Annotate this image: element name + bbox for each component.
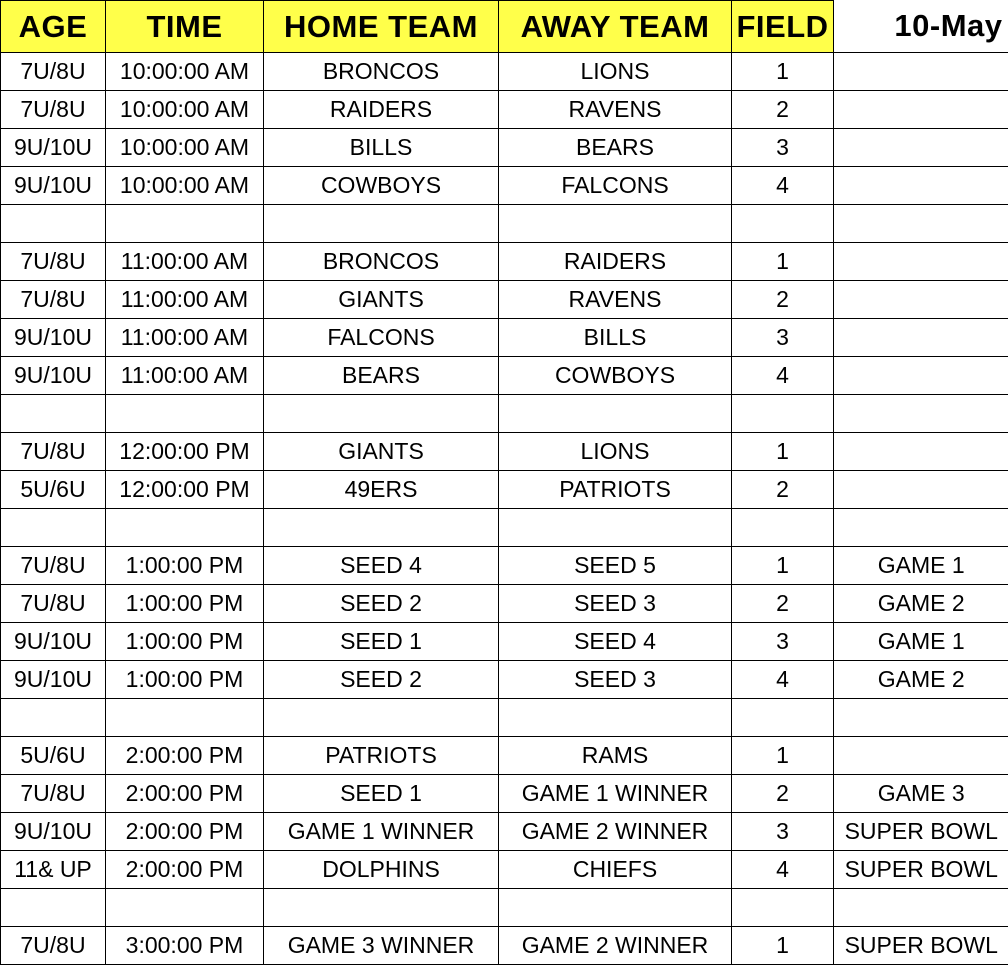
table-row xyxy=(1,813,1008,851)
note-cell[interactable]: GAME 3 xyxy=(834,775,1008,813)
time-cell[interactable]: 1:00:00 PM xyxy=(106,661,264,699)
table-row xyxy=(1,927,1008,965)
field-cell[interactable]: 3 xyxy=(732,813,834,851)
note-cell[interactable]: GAME 2 xyxy=(834,661,1008,699)
away-team-cell[interactable]: RAIDERS xyxy=(499,243,732,281)
home-team-cell[interactable]: SEED 2 xyxy=(264,585,499,623)
away-team-cell[interactable]: SEED 3 xyxy=(499,585,732,623)
time-cell[interactable]: 10:00:00 AM xyxy=(106,129,264,167)
home-team-cell[interactable]: FALCONS xyxy=(264,319,499,357)
note-cell[interactable] xyxy=(834,433,1008,471)
away-team-cell[interactable]: RAMS xyxy=(499,737,732,775)
away-team-cell[interactable]: GAME 2 WINNER xyxy=(499,927,732,965)
table-row xyxy=(1,737,1008,775)
table-row xyxy=(1,53,1008,91)
time-cell[interactable] xyxy=(106,699,264,737)
away-team-cell[interactable]: LIONS xyxy=(499,433,732,471)
table-row xyxy=(1,243,1008,281)
spacer-row xyxy=(1,889,1008,927)
home-team-cell[interactable]: COWBOYS xyxy=(264,167,499,205)
table-row xyxy=(1,471,1008,509)
note-cell[interactable] xyxy=(834,129,1008,167)
time-cell[interactable] xyxy=(106,395,264,433)
age-cell[interactable]: 9U/10U xyxy=(1,813,106,851)
field-cell[interactable]: 3 xyxy=(732,623,834,661)
age-cell[interactable] xyxy=(1,889,106,927)
home-team-cell[interactable]: GIANTS xyxy=(264,433,499,471)
age-cell[interactable]: 7U/8U xyxy=(1,547,106,585)
header-age[interactable]: AGE xyxy=(1,1,106,53)
age-cell[interactable]: 7U/8U xyxy=(1,585,106,623)
field-cell[interactable] xyxy=(732,205,834,243)
home-team-cell[interactable]: GIANTS xyxy=(264,281,499,319)
time-cell[interactable] xyxy=(106,205,264,243)
note-cell[interactable] xyxy=(834,471,1008,509)
away-team-cell[interactable] xyxy=(499,395,732,433)
age-cell[interactable]: 9U/10U xyxy=(1,623,106,661)
away-team-cell[interactable] xyxy=(499,205,732,243)
field-cell[interactable]: 1 xyxy=(732,737,834,775)
home-team-cell[interactable] xyxy=(264,889,499,927)
time-cell[interactable]: 11:00:00 AM xyxy=(106,281,264,319)
home-team-cell[interactable] xyxy=(264,509,499,547)
away-team-cell[interactable]: GAME 1 WINNER xyxy=(499,775,732,813)
home-team-cell[interactable]: BEARS xyxy=(264,357,499,395)
home-team-cell[interactable]: SEED 1 xyxy=(264,623,499,661)
home-team-cell[interactable]: BRONCOS xyxy=(264,53,499,91)
note-cell[interactable] xyxy=(834,281,1008,319)
time-cell[interactable] xyxy=(106,509,264,547)
age-cell[interactable]: 5U/6U xyxy=(1,471,106,509)
table-row xyxy=(1,851,1008,889)
note-cell[interactable] xyxy=(834,91,1008,129)
header-away-team[interactable]: AWAY TEAM xyxy=(499,1,732,53)
home-team-cell[interactable]: BRONCOS xyxy=(264,243,499,281)
age-cell[interactable] xyxy=(1,205,106,243)
field-cell[interactable]: 2 xyxy=(732,281,834,319)
home-team-cell[interactable]: PATRIOTS xyxy=(264,737,499,775)
table-row xyxy=(1,281,1008,319)
spacer-row xyxy=(1,395,1008,433)
age-cell[interactable]: 9U/10U xyxy=(1,357,106,395)
age-cell[interactable] xyxy=(1,395,106,433)
time-cell[interactable]: 10:00:00 AM xyxy=(106,91,264,129)
table-row xyxy=(1,433,1008,471)
age-cell[interactable]: 9U/10U xyxy=(1,167,106,205)
field-cell[interactable]: 2 xyxy=(732,775,834,813)
table-row xyxy=(1,661,1008,699)
header-time[interactable]: TIME xyxy=(106,1,264,53)
home-team-cell[interactable]: SEED 2 xyxy=(264,661,499,699)
away-team-cell[interactable]: LIONS xyxy=(499,53,732,91)
header-row xyxy=(1,1,1008,53)
age-cell[interactable]: 7U/8U xyxy=(1,775,106,813)
note-cell[interactable]: GAME 1 xyxy=(834,623,1008,661)
field-cell[interactable]: 2 xyxy=(732,585,834,623)
away-team-cell[interactable]: COWBOYS xyxy=(499,357,732,395)
away-team-cell[interactable] xyxy=(499,509,732,547)
time-cell[interactable]: 1:00:00 PM xyxy=(106,623,264,661)
away-team-cell[interactable]: SEED 3 xyxy=(499,661,732,699)
field-cell[interactable]: 1 xyxy=(732,927,834,965)
age-cell[interactable]: 7U/8U xyxy=(1,243,106,281)
time-cell[interactable]: 10:00:00 AM xyxy=(106,53,264,91)
away-team-cell[interactable]: SEED 4 xyxy=(499,623,732,661)
field-cell[interactable]: 2 xyxy=(732,471,834,509)
age-cell[interactable]: 7U/8U xyxy=(1,433,106,471)
away-team-cell[interactable]: BILLS xyxy=(499,319,732,357)
home-team-cell[interactable] xyxy=(264,699,499,737)
age-cell[interactable]: 7U/8U xyxy=(1,927,106,965)
age-cell[interactable]: 5U/6U xyxy=(1,737,106,775)
away-team-cell[interactable] xyxy=(499,889,732,927)
field-cell[interactable]: 4 xyxy=(732,661,834,699)
time-cell[interactable]: 12:00:00 PM xyxy=(106,471,264,509)
time-cell[interactable]: 3:00:00 PM xyxy=(106,927,264,965)
field-cell[interactable] xyxy=(732,395,834,433)
field-cell[interactable]: 3 xyxy=(732,319,834,357)
time-cell[interactable]: 11:00:00 AM xyxy=(106,243,264,281)
table-row xyxy=(1,167,1008,205)
note-cell[interactable] xyxy=(834,167,1008,205)
header-home-team[interactable]: HOME TEAM xyxy=(264,1,499,53)
spacer-row xyxy=(1,205,1008,243)
home-team-cell[interactable] xyxy=(264,205,499,243)
note-cell[interactable]: SUPER BOWL xyxy=(834,851,1008,889)
note-cell[interactable]: GAME 1 xyxy=(834,547,1008,585)
home-team-cell[interactable]: GAME 1 WINNER xyxy=(264,813,499,851)
field-cell[interactable]: 4 xyxy=(732,851,834,889)
table-row xyxy=(1,585,1008,623)
field-cell[interactable]: 1 xyxy=(732,547,834,585)
note-cell[interactable] xyxy=(834,319,1008,357)
age-cell[interactable] xyxy=(1,699,106,737)
spacer-row xyxy=(1,699,1008,737)
note-cell[interactable]: SUPER BOWL xyxy=(834,813,1008,851)
home-team-cell[interactable] xyxy=(264,395,499,433)
away-team-cell[interactable]: BEARS xyxy=(499,129,732,167)
time-cell[interactable]: 2:00:00 PM xyxy=(106,737,264,775)
field-cell[interactable]: 3 xyxy=(732,129,834,167)
table-row xyxy=(1,623,1008,661)
field-cell[interactable]: 4 xyxy=(732,167,834,205)
age-cell[interactable]: 7U/8U xyxy=(1,281,106,319)
time-cell[interactable]: 2:00:00 PM xyxy=(106,851,264,889)
note-cell[interactable]: GAME 2 xyxy=(834,585,1008,623)
time-cell[interactable]: 2:00:00 PM xyxy=(106,775,264,813)
field-cell[interactable] xyxy=(732,699,834,737)
time-cell[interactable]: 12:00:00 PM xyxy=(106,433,264,471)
spacer-row xyxy=(1,509,1008,547)
field-cell[interactable]: 1 xyxy=(732,53,834,91)
table-row xyxy=(1,91,1008,129)
time-cell[interactable]: 11:00:00 AM xyxy=(106,319,264,357)
time-cell[interactable]: 1:00:00 PM xyxy=(106,547,264,585)
note-cell[interactable] xyxy=(834,243,1008,281)
note-cell[interactable] xyxy=(834,395,1008,433)
note-cell[interactable] xyxy=(834,53,1008,91)
field-cell[interactable] xyxy=(732,509,834,547)
away-team-cell[interactable] xyxy=(499,699,732,737)
home-team-cell[interactable]: RAIDERS xyxy=(264,91,499,129)
note-cell[interactable] xyxy=(834,509,1008,547)
away-team-cell[interactable]: GAME 2 WINNER xyxy=(499,813,732,851)
note-cell[interactable] xyxy=(834,699,1008,737)
field-cell[interactable]: 4 xyxy=(732,357,834,395)
home-team-cell[interactable]: SEED 4 xyxy=(264,547,499,585)
note-cell[interactable]: SUPER BOWL xyxy=(834,927,1008,965)
field-cell[interactable]: 1 xyxy=(732,433,834,471)
table-row xyxy=(1,129,1008,167)
home-team-cell[interactable]: BILLS xyxy=(264,129,499,167)
age-cell[interactable] xyxy=(1,509,106,547)
field-cell[interactable]: 2 xyxy=(732,91,834,129)
note-cell[interactable] xyxy=(834,737,1008,775)
home-team-cell[interactable]: GAME 3 WINNER xyxy=(264,927,499,965)
table-row xyxy=(1,357,1008,395)
home-team-cell[interactable]: DOLPHINS xyxy=(264,851,499,889)
note-cell[interactable] xyxy=(834,889,1008,927)
age-cell[interactable]: 7U/8U xyxy=(1,91,106,129)
time-cell[interactable] xyxy=(106,889,264,927)
time-cell[interactable]: 11:00:00 AM xyxy=(106,357,264,395)
age-cell[interactable]: 9U/10U xyxy=(1,319,106,357)
age-cell[interactable]: 7U/8U xyxy=(1,53,106,91)
home-team-cell[interactable]: SEED 1 xyxy=(264,775,499,813)
age-cell[interactable]: 9U/10U xyxy=(1,129,106,167)
table-row xyxy=(1,547,1008,585)
header-field[interactable]: FIELD xyxy=(732,1,834,53)
age-cell[interactable]: 9U/10U xyxy=(1,661,106,699)
table-row xyxy=(1,775,1008,813)
away-team-cell[interactable]: SEED 5 xyxy=(499,547,732,585)
note-cell[interactable] xyxy=(834,205,1008,243)
away-team-cell[interactable]: RAVENS xyxy=(499,281,732,319)
away-team-cell[interactable]: PATRIOTS xyxy=(499,471,732,509)
home-team-cell[interactable]: 49ERS xyxy=(264,471,499,509)
header-date[interactable]: 10-May xyxy=(834,1,1008,53)
field-cell[interactable] xyxy=(732,889,834,927)
note-cell[interactable] xyxy=(834,357,1008,395)
field-cell[interactable]: 1 xyxy=(732,243,834,281)
age-cell[interactable]: 11& UP xyxy=(1,851,106,889)
away-team-cell[interactable]: CHIEFS xyxy=(499,851,732,889)
away-team-cell[interactable]: RAVENS xyxy=(499,91,732,129)
away-team-cell[interactable]: FALCONS xyxy=(499,167,732,205)
time-cell[interactable]: 1:00:00 PM xyxy=(106,585,264,623)
time-cell[interactable]: 10:00:00 AM xyxy=(106,167,264,205)
time-cell[interactable]: 2:00:00 PM xyxy=(106,813,264,851)
table-row xyxy=(1,319,1008,357)
schedule-body xyxy=(1,53,1008,965)
